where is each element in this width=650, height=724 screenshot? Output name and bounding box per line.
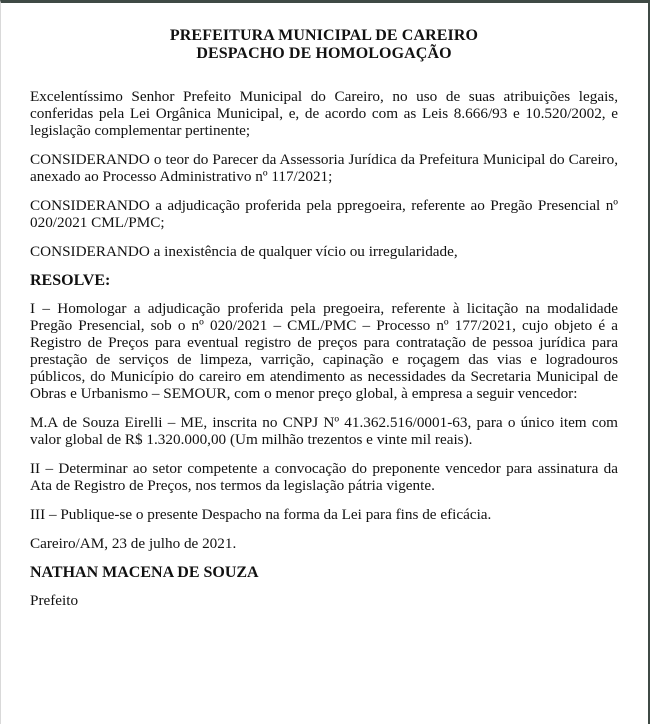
title-line-1: PREFEITURA MUNICIPAL DE CAREIRO xyxy=(169,27,479,44)
document-body xyxy=(30,88,618,609)
signer-role: Prefeito xyxy=(30,592,79,609)
considerando-paragraph-2: CONSIDERANDO a adjudicação proferida pela ppregoeira, referente ao Pregão Presencial nº 020/2021 CML/PMC; xyxy=(30,197,618,231)
intro-paragraph: Excelentíssimo Senhor Prefeito Municipal do Careiro, no uso de suas atribuições legais, conferidas pela Lei Orgânica Municipal, e, de acordo com as Leis 8.666/93 e 10.520/2002, e legislação complementar pertinente; xyxy=(30,88,618,139)
signer-name: NATHAN MACENA DE SOUZA xyxy=(30,564,259,581)
item-3-paragraph: III – Publique-se o presente Despacho na forma da Lei para fins de eficácia. xyxy=(30,506,492,523)
item-2-paragraph: II – Determinar ao setor competente a convocação do preponente vencedor para assinatura da Ata de Registro de Preços, nos termos da legislação pátria vigente. xyxy=(30,460,618,494)
date-line: Careiro/AM, 23 de julho de 2021. xyxy=(30,535,237,552)
vencedor-paragraph: M.A de Souza Eirelli – ME, inscrita no CNPJ Nº 41.362.516/0001-63, para o único item com valor global de R$ 1.320.000,00 (Um milhão trezentos e vinte mil reais). xyxy=(30,414,618,448)
document-title xyxy=(30,27,618,63)
considerando-paragraph-3: CONSIDERANDO a inexistência de qualquer vício ou irregularidade, xyxy=(30,243,458,260)
title-line-2: DESPACHO DE HOMOLOGAÇÃO xyxy=(196,45,452,62)
item-1-paragraph: I – Homologar a adjudicação proferida pela pregoeira, referente à licitação na modalidade Pregão Presencial, sob o nº 020/2021 – CML/PMC – Processo nº 177/2021, cujo objeto é a Registro de Preços para eventual registro de preços para contratação de pessoa jurídica para prestação de serviços de limpeza, varrição, capinação e roçagem das vias e logradouros públicos, do Município do careiro em atendimento as necessidades da Secretaria Municipal de Obras e Urbanismo – SEMOUR, com o menor preço global, à empresa a seguir vencedor: xyxy=(30,300,618,402)
resolve-heading: RESOLVE: xyxy=(30,272,111,289)
document xyxy=(30,27,618,621)
considerando-paragraph-1: CONSIDERANDO o teor do Parecer da Assessoria Jurídica da Prefeitura Municipal do Careiro, anexado ao Processo Administrativo nº 117/2021; xyxy=(30,151,618,185)
